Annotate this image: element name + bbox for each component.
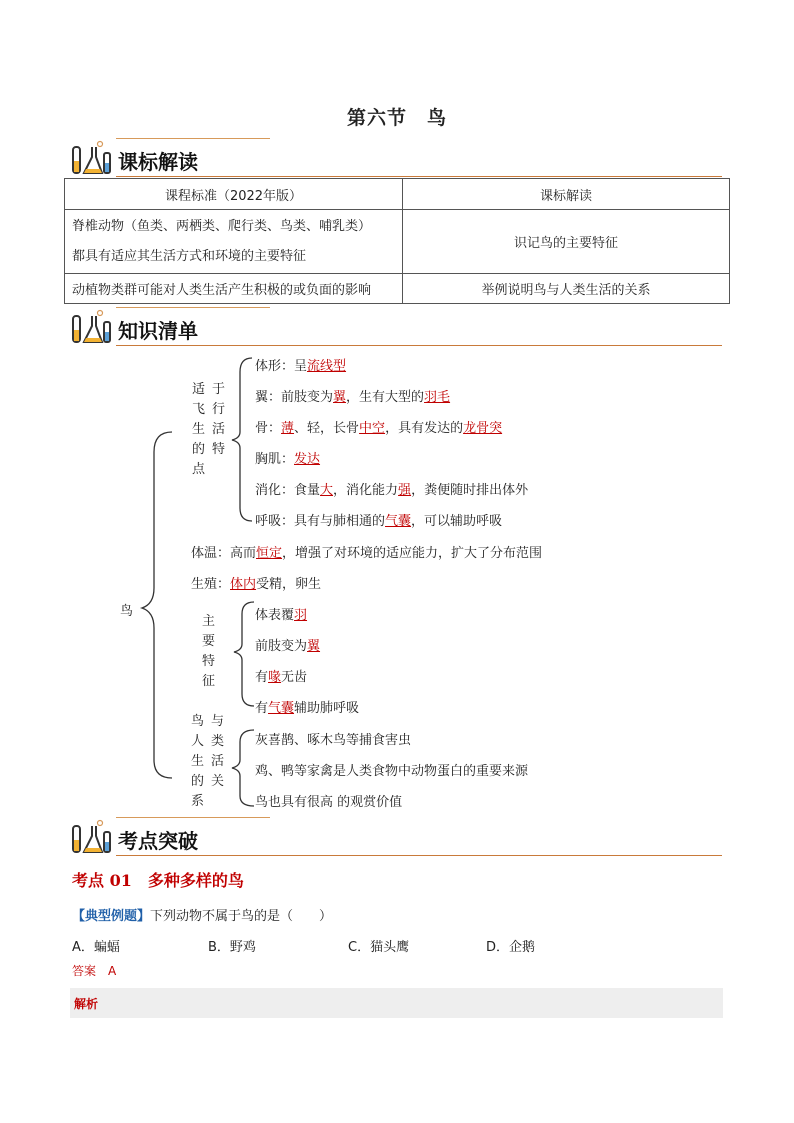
relation-item: 鸡、鸭等家禽是人类食物中动物蛋白的重要来源 bbox=[255, 764, 529, 779]
cell-line: 都具有适应其生活方式和环境的主要特征 bbox=[72, 248, 307, 264]
flight-item-digestion: 消化：食量大，消化能力强，粪便随时排出体外 bbox=[255, 483, 529, 498]
section-title: 课标解读 bbox=[118, 150, 198, 174]
mindmap-reproduction: 生殖：体内受精，卵生 bbox=[191, 577, 322, 592]
cell-line: 脊椎动物（鱼类、两栖类、爬行类、鸟类、哺乳类） bbox=[72, 218, 372, 234]
feature-item: 有喙无齿 bbox=[255, 670, 308, 685]
section-title: 知识清单 bbox=[118, 319, 198, 343]
table-header: 课程标准（2022年版） bbox=[65, 179, 403, 210]
mindmap-temperature: 体温：高而恒定，增强了对环境的适应能力，扩大了分布范围 bbox=[191, 546, 543, 561]
answer: 答案 A bbox=[72, 964, 117, 978]
table-header: 课标解读 bbox=[403, 179, 730, 210]
option-c: C．猫头鹰 bbox=[348, 940, 410, 955]
table-cell: 识记鸟的主要特征 bbox=[403, 210, 730, 274]
relation-item: 灰喜鹊、啄木鸟等捕食害虫 bbox=[255, 733, 412, 748]
flight-item-wing: 翼：前肢变为翼，生有大型的羽毛 bbox=[255, 390, 451, 405]
exam-point-title: 考点 01 多种多样的鸟 bbox=[72, 871, 244, 890]
flight-item-muscle: 胸肌：发达 bbox=[255, 452, 321, 467]
mindmap-root: 鸟 bbox=[120, 604, 134, 619]
relation-label-col1: 鸟人生的系 bbox=[191, 714, 205, 809]
table-cell: 动植物类群可能对人类生活产生积极的或负面的影响 bbox=[65, 274, 403, 304]
question-tag: 【典型例题】 bbox=[72, 909, 151, 924]
question-text: 下列动物不属于鸟的是（ ） bbox=[150, 909, 333, 924]
section-header-exam bbox=[70, 818, 722, 856]
root-brace bbox=[142, 432, 172, 778]
relation-brace bbox=[232, 730, 254, 806]
features-brace bbox=[234, 602, 254, 706]
features-label: 主要特征 bbox=[202, 614, 216, 689]
feature-item: 有气囊辅助肺呼吸 bbox=[255, 701, 360, 716]
example-question bbox=[72, 905, 332, 924]
page-title: 第六节 鸟 bbox=[346, 107, 447, 129]
option-d: D．企鹅 bbox=[486, 940, 536, 955]
flight-item-shape: 体形：呈流线型 bbox=[255, 359, 347, 374]
lab-flask-icon bbox=[70, 818, 114, 856]
flight-item-breathing: 呼吸：具有与肺相通的气囊，可以辅助呼吸 bbox=[255, 514, 503, 529]
option-a: A．蝙蝠 bbox=[72, 940, 120, 955]
relation-item: 鸟也具有很高 的观赏价值 bbox=[255, 795, 403, 810]
option-b: B．野鸡 bbox=[208, 940, 256, 955]
analysis-box bbox=[70, 988, 723, 1018]
relation-label-col2: 与类活关 bbox=[211, 714, 225, 789]
feature-item: 前肢变为翼 bbox=[255, 639, 321, 654]
flight-label-col1: 适飞生的点 bbox=[192, 382, 206, 477]
flight-label-col2: 于行活特 bbox=[212, 382, 226, 457]
analysis-label: 解析 bbox=[74, 997, 99, 1011]
flight-brace bbox=[232, 358, 252, 521]
flight-item-bone: 骨：薄、轻，长骨中空，具有发达的龙骨突 bbox=[255, 421, 503, 436]
feature-item: 体表覆羽 bbox=[255, 608, 308, 623]
section-title: 考点突破 bbox=[118, 829, 198, 853]
table-cell: 举例说明鸟与人类生活的关系 bbox=[403, 274, 730, 304]
